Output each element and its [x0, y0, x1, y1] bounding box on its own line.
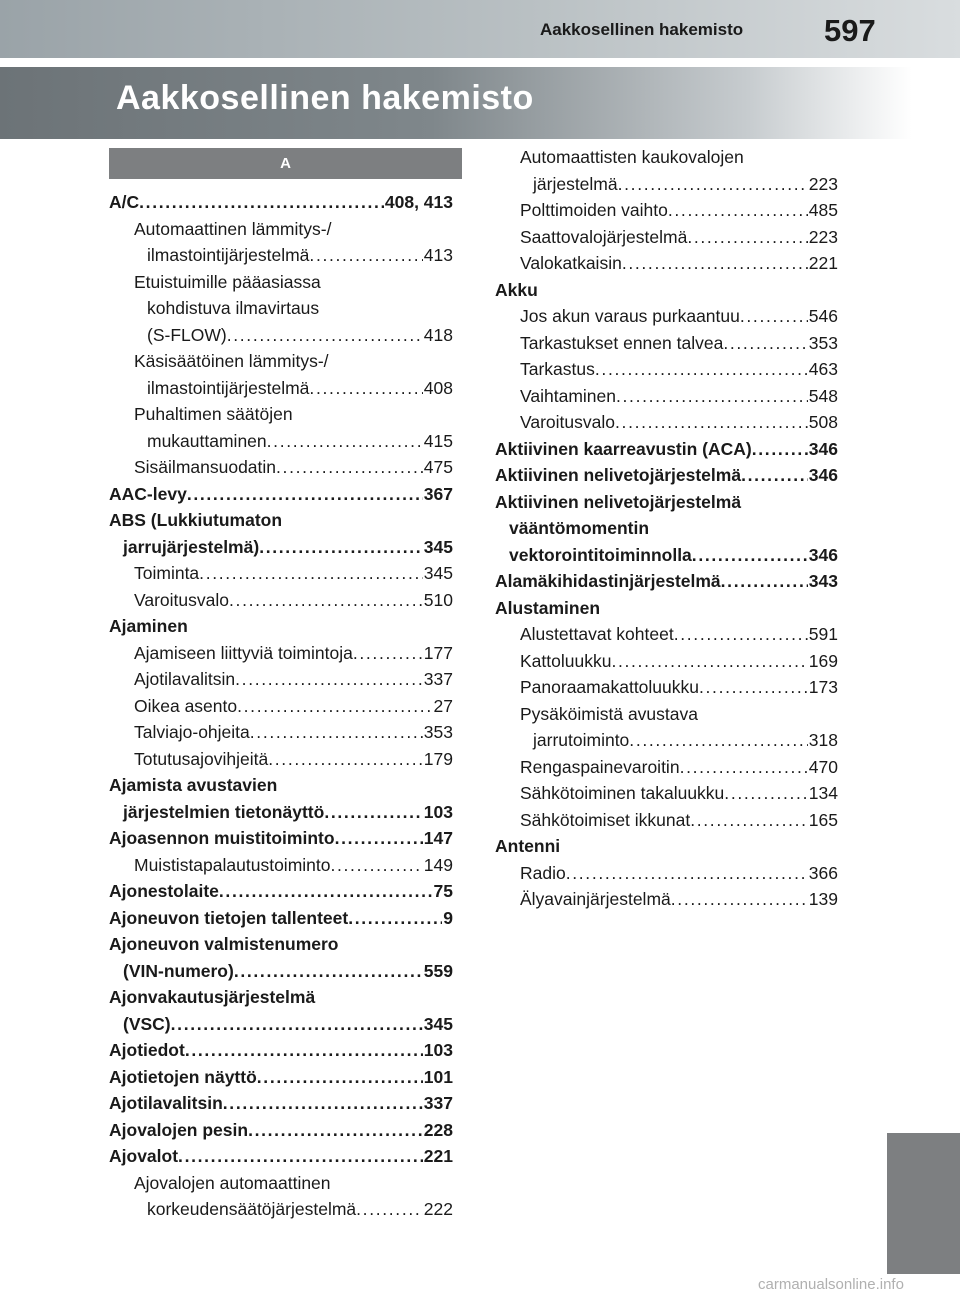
index-entry: [109, 905, 453, 932]
dot-leader: [622, 250, 808, 277]
index-entry-term: järjestelmien tietonäyttö: [123, 801, 325, 822]
index-entry: [109, 799, 453, 826]
index-entry-term: Varoitusvalo: [520, 412, 616, 432]
index-entry-page: 177: [423, 642, 453, 663]
index-entry-term: Ajotilavalitsin: [109, 1093, 223, 1113]
index-entry-term: Ajonestolaite: [109, 881, 219, 901]
dot-leader: [199, 560, 423, 587]
index-entry-term: Ajovalojen automaattinen: [134, 1172, 331, 1193]
index-entry-page: 103: [423, 801, 453, 822]
index-entry-term: ilmastointijärjestelmä: [147, 377, 310, 398]
index-entry-term: Automaattisten kaukovalojen: [520, 147, 744, 167]
index-entry-term: Ajamiseen liittyviä toimintoja: [134, 642, 353, 663]
index-entry: [109, 322, 453, 349]
index-entry: [109, 348, 453, 375]
index-entry-page: 345: [423, 1013, 453, 1034]
index-entry-term: Automaattinen lämmitys-/: [134, 218, 332, 239]
index-entry: [495, 860, 838, 887]
watermark: carmanualsonline.info: [758, 1276, 904, 1293]
index-entry-page: 179: [423, 748, 453, 769]
dot-leader: [330, 852, 422, 879]
index-entry-term: Tarkastukset ennen talvea: [520, 332, 724, 353]
dot-leader: [139, 189, 384, 216]
dot-leader: [234, 958, 423, 985]
index-entry-page: 508: [808, 412, 838, 432]
index-entry-term: Alustettavat kohteet: [520, 624, 674, 644]
index-entry-page: 408, 413: [384, 192, 453, 212]
index-entry-term: kohdistuva ilmavirtaus: [147, 298, 320, 318]
dot-leader: [356, 1196, 423, 1223]
index-entry-term: Jos akun varaus purkaantuu: [520, 306, 740, 326]
index-entry: [495, 436, 838, 463]
thumb-index-tab: [887, 1133, 960, 1274]
index-entry-page: 559: [423, 960, 453, 981]
index-entry: [495, 409, 838, 436]
dot-leader: [237, 693, 432, 720]
index-entry: [495, 515, 838, 542]
index-entry-page: 149: [423, 854, 453, 875]
index-entry-term: jarrutoiminto: [533, 730, 630, 750]
index-entry-page: 228: [423, 1119, 453, 1140]
index-entry: [109, 613, 453, 640]
dot-leader: [248, 1117, 423, 1144]
index-entry: [495, 383, 838, 410]
index-entry-term: Aktiivinen nelivetojärjestelmä: [495, 465, 742, 485]
index-entry: [109, 216, 453, 243]
dot-leader: [674, 621, 808, 648]
index-entry-term: Ajotietojen näyttö: [109, 1066, 257, 1087]
index-entry-term: Alamäkihidastinjärjestelmä: [495, 571, 721, 591]
index-entry-page: 413: [423, 245, 453, 265]
index-entry-term: Alustaminen: [495, 597, 601, 618]
dot-leader: [259, 534, 423, 561]
index-entry: [495, 833, 838, 860]
dot-leader: [724, 780, 808, 807]
index-entry-term: Ajonvakautusjärjestelmä: [109, 987, 316, 1007]
index-entry-term: Antenni: [495, 836, 561, 856]
dot-leader: [618, 171, 808, 198]
dot-leader: [721, 568, 808, 595]
index-entry: [495, 621, 838, 648]
section-letter-header: A: [109, 148, 462, 179]
index-entry: [495, 224, 838, 251]
index-entry: [495, 568, 838, 595]
index-entry-page: 353: [808, 332, 838, 353]
dot-leader: [668, 197, 808, 224]
dot-leader: [250, 719, 423, 746]
index-entry: [109, 481, 453, 508]
index-entry: [109, 746, 453, 773]
dot-leader: [335, 825, 423, 852]
index-entry: [109, 958, 453, 985]
dot-leader: [187, 481, 423, 508]
index-entry-term: Älyavainjärjestelmä: [520, 889, 671, 909]
index-entry: [495, 462, 838, 489]
index-entry: [109, 931, 453, 958]
index-entry-page: 346: [808, 544, 838, 565]
index-entry-page: 463: [808, 359, 838, 379]
index-entry-page: 223: [808, 226, 838, 247]
index-entry: [495, 807, 838, 834]
page-title: Aakkosellinen hakemisto: [116, 79, 534, 117]
dot-leader: [680, 754, 808, 781]
index-entry-page: 346: [808, 438, 838, 459]
index-entry: [495, 197, 838, 224]
index-entry-page: 221: [423, 1146, 453, 1166]
index-entry: [495, 595, 838, 622]
index-entry-term: Polttimoiden vaihto: [520, 200, 668, 220]
index-entry-term: Oikea asento: [134, 695, 238, 716]
index-entry: [109, 242, 453, 269]
page-number: 597: [824, 13, 876, 48]
index-entry-page: 367: [423, 483, 453, 504]
index-column-right: [495, 144, 838, 913]
index-entry: [495, 674, 838, 701]
index-entry-term: Akku: [495, 279, 538, 300]
index-entry-term: vektorointitoiminnolla: [509, 544, 692, 565]
index-entry-page: 345: [423, 563, 453, 583]
index-entry-page: 223: [808, 173, 838, 194]
index-entry-term: (S-FLOW): [147, 324, 227, 345]
dot-leader: [616, 383, 808, 410]
index-entry-term: Ajovalojen pesin: [109, 1119, 249, 1140]
dot-leader: [257, 1064, 423, 1091]
dot-leader: [595, 356, 808, 383]
index-entry-term: Ajaminen: [109, 616, 188, 636]
index-entry-page: 408: [423, 377, 453, 398]
index-entry-term: Ajotiedot: [109, 1040, 185, 1060]
index-entry: [109, 640, 453, 667]
index-entry: [109, 1196, 453, 1223]
index-entry: [109, 666, 453, 693]
index-entry-term: Puhaltimen säätöjen: [134, 404, 293, 424]
index-entry: [495, 330, 838, 357]
index-entry: [109, 825, 453, 852]
index-entry: [495, 144, 838, 171]
index-entry-term: Saattovalojärjestelmä: [520, 226, 688, 247]
index-entry: [109, 1143, 453, 1170]
index-entry: [109, 375, 453, 402]
index-entry: [495, 754, 838, 781]
index-entry-page: 337: [423, 1093, 453, 1113]
index-entry: [109, 507, 453, 534]
index-entry-page: 221: [808, 253, 838, 273]
index-entry: [109, 295, 453, 322]
dot-leader: [348, 905, 442, 932]
index-entry-page: 548: [808, 385, 838, 406]
index-entry-term: Varoitusvalo: [134, 589, 230, 610]
index-entry: [109, 878, 453, 905]
dot-leader: [235, 666, 423, 693]
index-entry: [495, 489, 838, 516]
index-entry-term: ABS (Lukkiutumaton: [109, 510, 283, 530]
dot-leader: [723, 330, 807, 357]
index-entry-term: ilmastointijärjestelmä: [147, 245, 310, 265]
index-entry-page: 343: [808, 571, 838, 591]
index-entry-term: Pysäköimistä avustava: [520, 703, 698, 724]
index-entry-term: Sähkötoimiset ikkunat: [520, 809, 691, 830]
index-entry-term: Vaihtaminen: [520, 385, 616, 406]
index-entry-page: 169: [808, 650, 838, 671]
index-entry-page: 345: [423, 536, 453, 557]
index-entry: [109, 719, 453, 746]
index-entry-page: 546: [808, 306, 838, 326]
index-entry-term: Aktiivinen nelivetojärjestelmä: [495, 491, 742, 512]
dot-leader: [171, 1011, 423, 1038]
index-entry: [495, 542, 838, 569]
index-entry-term: Sisäilmansuodatin: [134, 457, 277, 477]
dot-leader: [276, 454, 423, 481]
index-entry-term: Ajotilavalitsin: [134, 669, 236, 689]
index-entry-page: 418: [423, 324, 453, 345]
index-entry: [109, 428, 453, 455]
index-entry-term: korkeudensäätöjärjestelmä: [147, 1199, 357, 1219]
index-entry-term: Etuistuimille pääasiassa: [134, 271, 321, 292]
index-entry: [495, 171, 838, 198]
index-entry: [495, 648, 838, 675]
index-entry-term: Aktiivinen kaarreavustin (ACA): [495, 438, 752, 459]
index-entry-term: Kattoluukku: [520, 650, 612, 671]
index-entry-term: Tarkastus: [520, 359, 595, 379]
index-entry: [495, 701, 838, 728]
index-entry-page: 147: [423, 828, 453, 848]
index-entry-term: Panoraamakattoluukku: [520, 677, 699, 697]
running-title: Aakkosellinen hakemisto: [540, 20, 744, 39]
dot-leader: [309, 242, 422, 269]
index-entry-term: Ajamista avustavien: [109, 775, 278, 795]
index-entry: [495, 277, 838, 304]
index-entry: [109, 1117, 453, 1144]
index-entry: [109, 1170, 453, 1197]
dot-leader: [185, 1037, 423, 1064]
dot-leader: [629, 727, 808, 754]
dot-leader: [178, 1143, 423, 1170]
index-entry: [495, 356, 838, 383]
index-entry-page: 9: [443, 907, 453, 928]
dot-leader: [353, 640, 423, 667]
index-entry-page: 485: [808, 200, 838, 220]
index-entry-page: 475: [423, 457, 453, 477]
dot-leader: [223, 1090, 423, 1117]
index-entry: [495, 780, 838, 807]
index-entry-term: Toiminta: [134, 563, 200, 583]
index-entry-page: 318: [808, 730, 838, 750]
index-entry: [495, 250, 838, 277]
index-entry-term: Valokatkaisin: [520, 253, 622, 273]
index-entry-term: AAC-levy: [109, 483, 187, 504]
index-entry-page: 27: [433, 695, 453, 716]
dot-leader: [752, 436, 808, 463]
index-entry-term: Muististapalautustoiminto: [134, 854, 331, 875]
index-entry: [109, 1090, 453, 1117]
dot-leader: [268, 746, 423, 773]
index-entry: [109, 1037, 453, 1064]
dot-leader: [324, 799, 422, 826]
index-column-left: [109, 189, 453, 1223]
index-entry: [495, 727, 838, 754]
index-entry-page: 165: [808, 809, 838, 830]
index-entry: [109, 269, 453, 296]
index-entry-page: 346: [808, 465, 838, 485]
index-entry-term: jarrujärjestelmä): [123, 536, 260, 557]
index-entry-term: Radio: [520, 862, 566, 883]
index-entry-term: Ajoneuvon tietojen tallenteet: [109, 907, 349, 928]
index-entry-term: järjestelmä: [533, 173, 618, 194]
dot-leader: [309, 375, 422, 402]
index-entry-page: 591: [808, 624, 838, 644]
index-entry-page: 337: [423, 669, 453, 689]
index-entry-page: 222: [423, 1199, 453, 1219]
index-entry-page: 470: [808, 756, 838, 777]
index-entry: [109, 852, 453, 879]
index-entry: [109, 1064, 453, 1091]
index-entry: [495, 886, 838, 913]
index-entry-page: 103: [423, 1040, 453, 1060]
index-entry-term: Talviajo-ohjeita: [134, 722, 250, 742]
index-entry: [495, 303, 838, 330]
index-entry-page: 415: [423, 430, 453, 451]
index-entry-page: 353: [423, 722, 453, 742]
index-entry-term: vääntömomentin: [509, 518, 650, 538]
dot-leader: [687, 224, 807, 251]
dot-leader: [615, 409, 808, 436]
dot-leader: [741, 462, 808, 489]
index-entry-page: 134: [808, 783, 838, 803]
dot-leader: [267, 428, 423, 455]
index-entry-page: 173: [808, 677, 838, 697]
dot-leader: [566, 860, 808, 887]
index-entry-term: Rengaspainevaroitin: [520, 756, 680, 777]
index-entry-term: A/C: [109, 192, 140, 212]
dot-leader: [611, 648, 807, 675]
dot-leader: [699, 674, 808, 701]
index-entry-term: Ajovalot: [109, 1146, 179, 1166]
index-entry: [109, 560, 453, 587]
index-entry: [109, 534, 453, 561]
index-entry-term: (VSC): [123, 1013, 171, 1034]
dot-leader: [690, 807, 808, 834]
index-entry: [109, 401, 453, 428]
header-band: [0, 0, 960, 58]
dot-leader: [740, 303, 808, 330]
index-entry-page: 139: [808, 889, 838, 909]
index-entry-term: Sähkötoiminen takaluukku: [520, 783, 725, 803]
dot-leader: [219, 878, 433, 905]
index-entry: [109, 693, 453, 720]
index-entry: [109, 454, 453, 481]
dot-leader: [229, 587, 423, 614]
dot-leader: [227, 322, 423, 349]
index-entry-page: 366: [808, 862, 838, 883]
index-entry: [109, 772, 453, 799]
dot-leader: [692, 542, 808, 569]
index-entry-term: Ajoasennon muistitoiminto: [109, 828, 335, 848]
index-entry-page: 75: [433, 881, 453, 901]
index-entry-term: Totutusajovihjeitä: [134, 748, 269, 769]
index-entry: [109, 1011, 453, 1038]
index-entry: [109, 984, 453, 1011]
dot-leader: [671, 886, 808, 913]
index-entry-term: mukauttaminen: [147, 430, 267, 451]
index-entry: [109, 587, 453, 614]
index-entry-term: (VIN-numero): [123, 960, 234, 981]
index-entry-page: 510: [423, 589, 453, 610]
index-entry-page: 101: [423, 1066, 453, 1087]
index-entry: [109, 189, 453, 216]
index-entry-term: Käsisäätöinen lämmitys-/: [134, 351, 329, 371]
index-entry-term: Ajoneuvon valmistenumero: [109, 934, 339, 954]
